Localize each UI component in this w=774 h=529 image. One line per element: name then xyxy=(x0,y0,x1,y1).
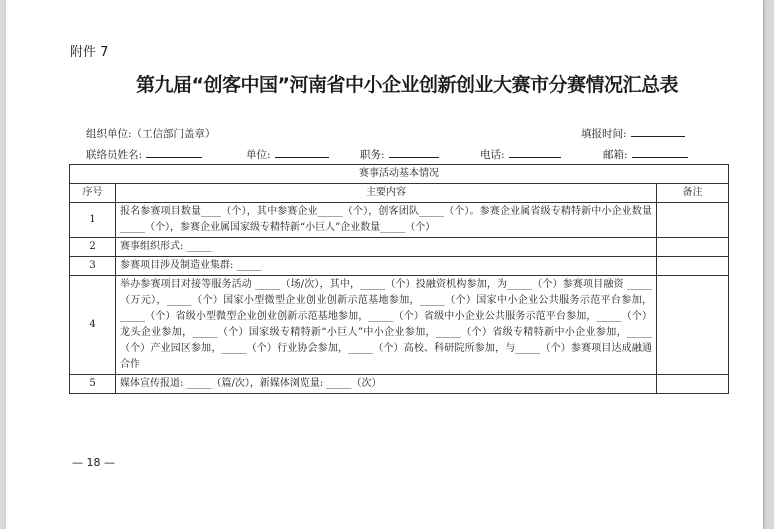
header-no: 序号 xyxy=(70,184,116,203)
unit-label: 单位: xyxy=(246,149,271,161)
email-blank xyxy=(632,147,688,158)
document-page xyxy=(6,0,763,529)
row-content: 媒体宣传报道: _____（篇/次），新媒体浏览量: _____（次） xyxy=(116,375,657,394)
table-row xyxy=(70,257,729,276)
row-remark xyxy=(656,257,728,276)
contact-name-field xyxy=(86,147,202,162)
document-title: 第九届“创客中国”河南省中小企业创新创业大赛市分赛情况汇总表 xyxy=(136,74,678,96)
table-header-row xyxy=(70,184,729,203)
row-no: 3 xyxy=(70,257,116,276)
fill-time-label: 填报时间: xyxy=(581,128,627,140)
fill-time-blank xyxy=(631,126,685,137)
row-no: 5 xyxy=(70,375,116,394)
table-row xyxy=(70,276,729,375)
row-content: 赛事组织形式: _____ xyxy=(116,238,657,257)
table-row xyxy=(70,238,729,257)
fill-time-field xyxy=(581,126,685,141)
table-row xyxy=(70,203,729,238)
position-field xyxy=(360,147,439,162)
org-field xyxy=(86,126,216,141)
row-no: 1 xyxy=(70,203,116,238)
row-remark xyxy=(656,238,728,257)
position-label: 职务: xyxy=(360,149,385,161)
email-label: 邮箱: xyxy=(603,149,628,161)
org-label: 组织单位:（工信部门盖章） xyxy=(86,128,216,140)
table-section-row xyxy=(70,165,729,184)
page-number: — 18 — xyxy=(72,456,115,469)
row-content: 参赛项目涉及制造业集群: _____ xyxy=(116,257,657,276)
row-no: 4 xyxy=(70,276,116,375)
header-remark: 备注 xyxy=(656,184,728,203)
contact-name-blank xyxy=(146,147,202,158)
attachment-label: 附件 7 xyxy=(70,45,109,60)
unit-field xyxy=(246,147,329,162)
header-content: 主要内容 xyxy=(116,184,657,203)
row-content: 报名参赛项目数量____（个），其中参赛企业_____（个），创客团队_____（个）。参赛企业属省级专精特新中小企业数量 _____（个），参赛企业属国家级专精特新“小巨人”企业数量_____（个） xyxy=(116,203,657,238)
row-remark xyxy=(656,203,728,238)
contact-name-label: 联络员姓名: xyxy=(86,149,143,161)
email-field xyxy=(603,147,688,162)
table-row xyxy=(70,375,729,394)
unit-blank xyxy=(275,147,329,158)
row-remark xyxy=(656,375,728,394)
summary-table xyxy=(69,164,729,394)
section-title: 赛事活动基本情况 xyxy=(70,165,729,184)
phone-label: 电话: xyxy=(480,149,505,161)
phone-blank xyxy=(509,147,561,158)
phone-field xyxy=(480,147,561,162)
row-no: 2 xyxy=(70,238,116,257)
position-blank xyxy=(389,147,439,158)
row-content: 举办参赛项目对接等服务活动 _____（场/次），其中，_____（个）投融资机构参加，为_____（个）参赛项目融资 _____（万元），_____（个）国家小型微型企业创业创新示范基地参加，_____（个）国家中小企业公共服务示范平台参加，_____（个）省级小型微型企业创业创新示范基地参加，_____（个）省级中小企业公共服务示范平台参加，_____（个）龙头企业参加，_____（个）国家级专精特新“小巨人”中小企业参加，_____（个）省级专精特新中小企业参加，_____（个）产业园区参加，_____（个）行业协会参加，_____（个）高校、科研院所参加，与_____（个）参赛项目达成融通合作 xyxy=(116,276,657,375)
row-remark xyxy=(656,276,728,375)
